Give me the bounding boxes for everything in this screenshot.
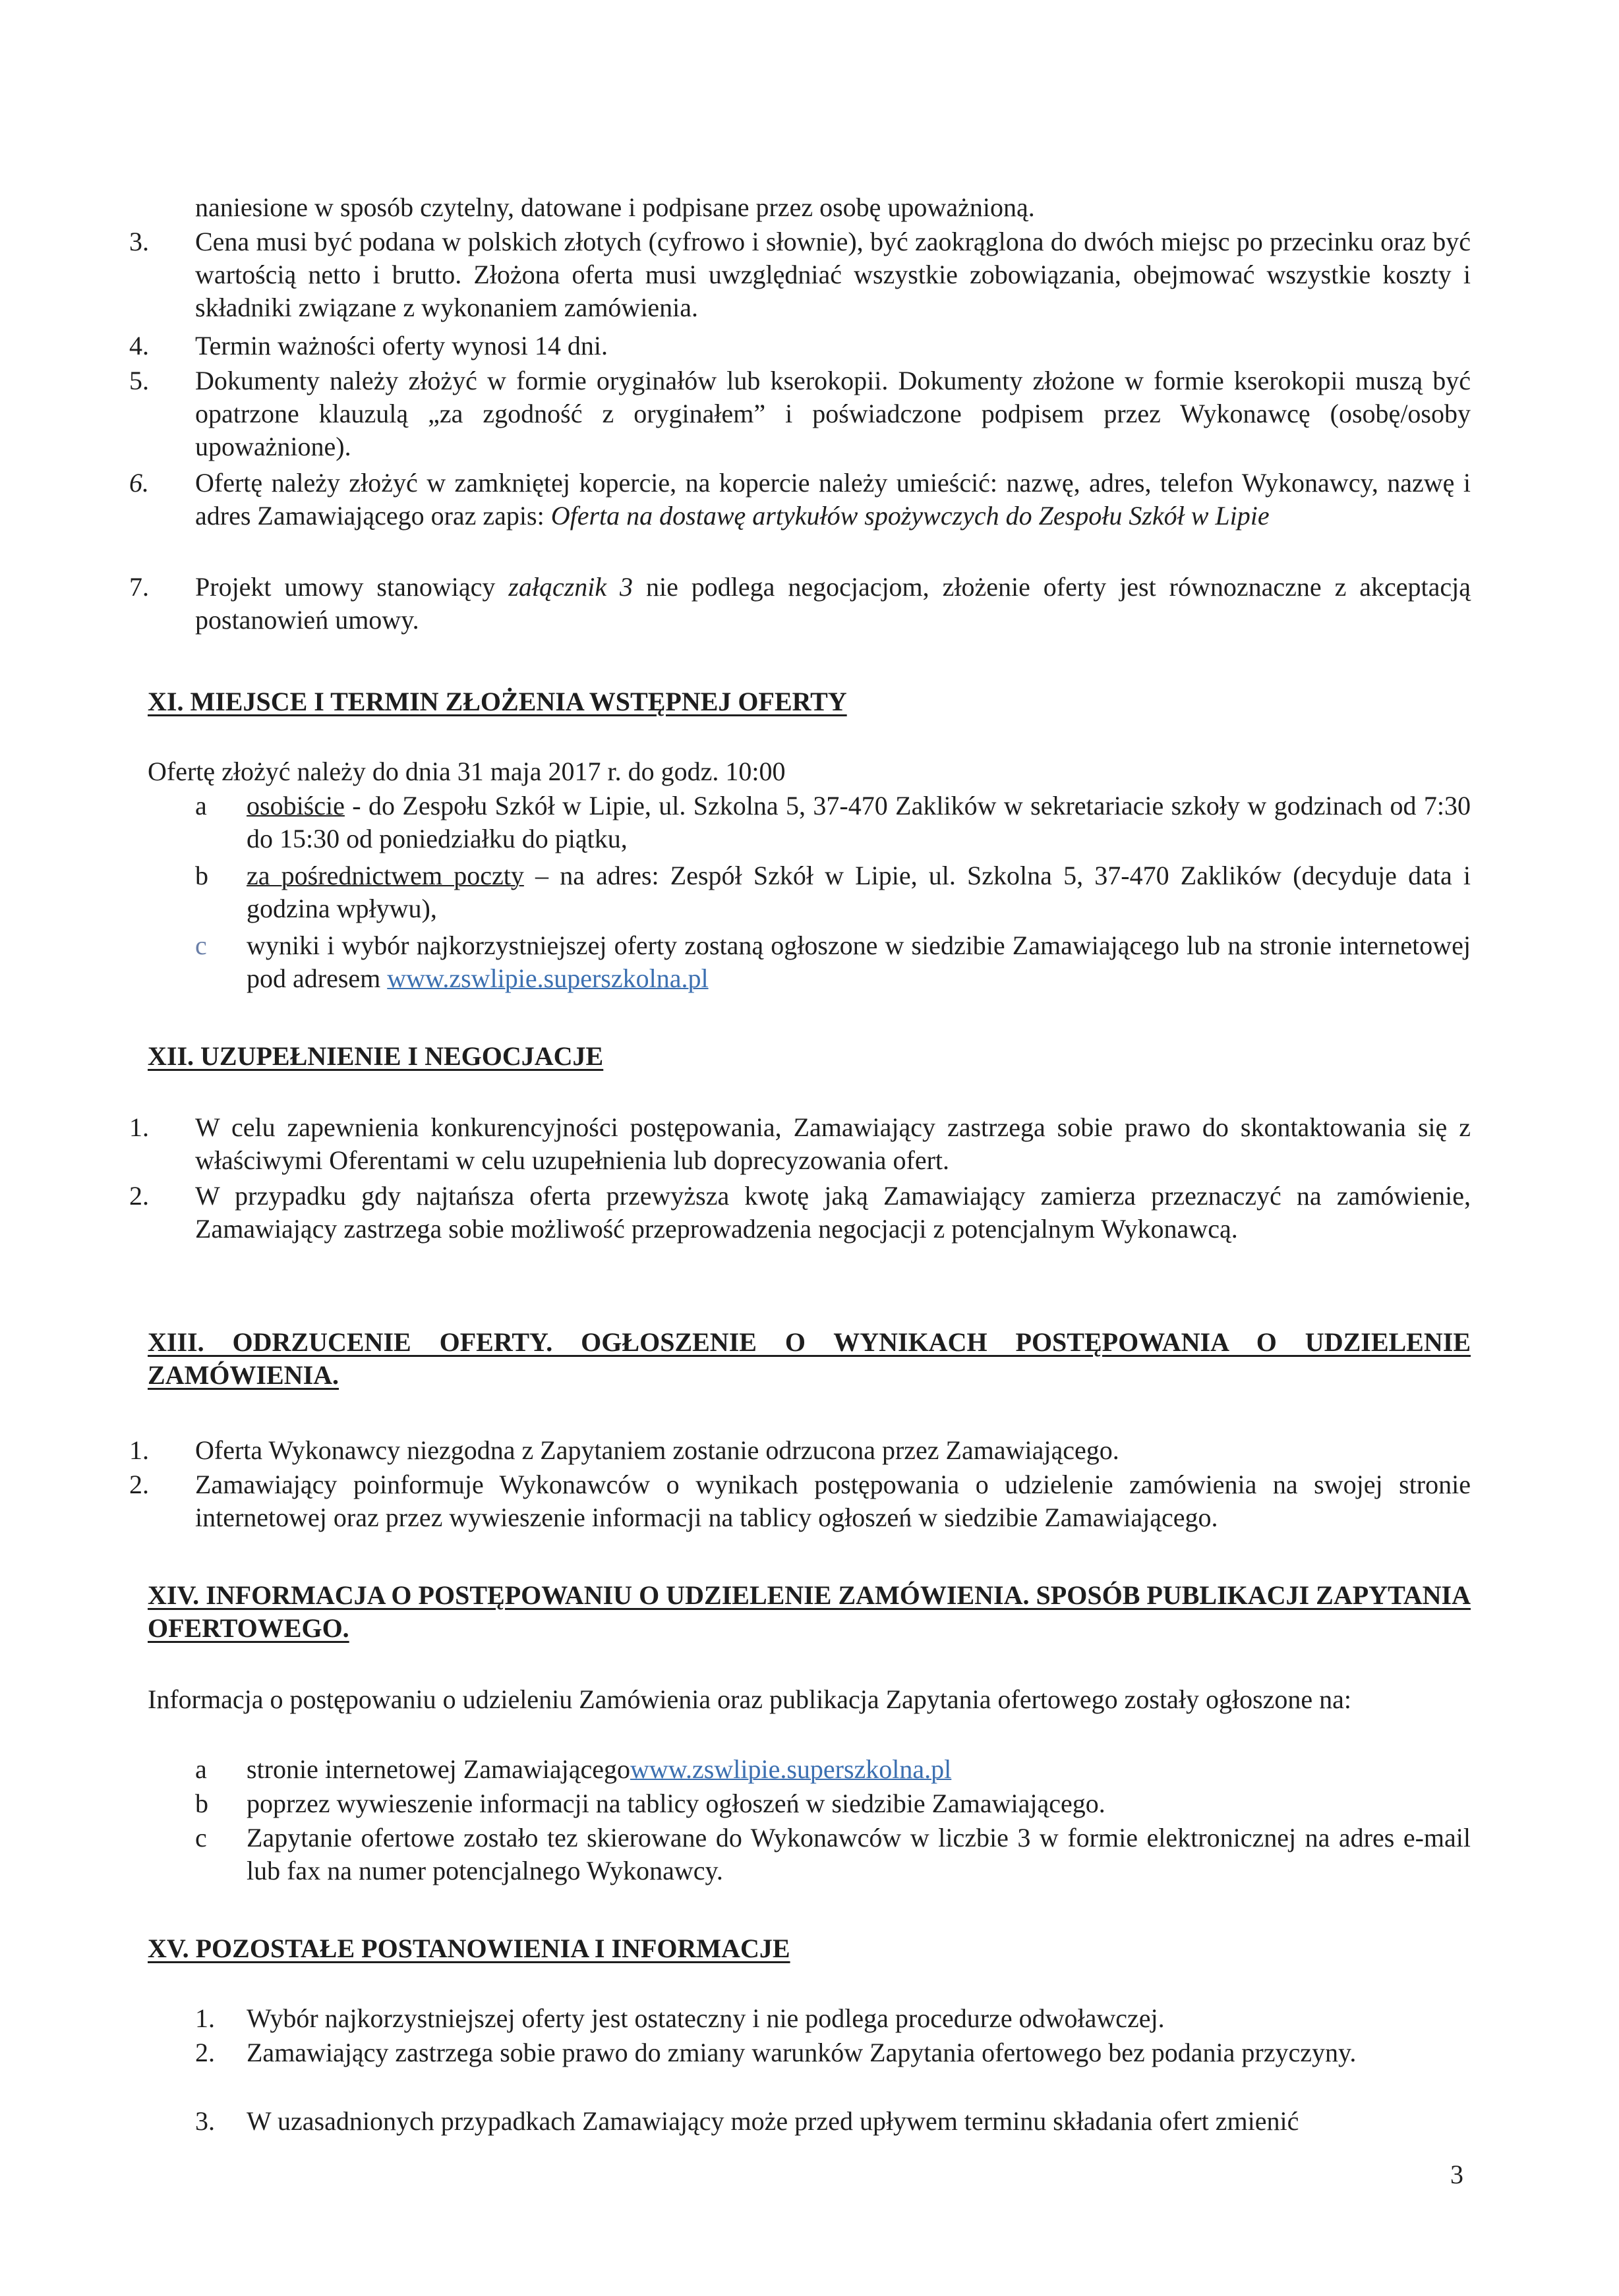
list-text: Dokumenty należy złożyć w formie oryginałów lub kserokopii. Dokumenty złożone w formie kserokopii muszą być opatrzone klauzulą „za zgodność z oryginałem” i poświadczone podpisem przez Wykonawcę (osobę/osoby upoważnione). — [195, 366, 1471, 461]
section-heading-xi: XI. MIEJSCE I TERMIN ZŁOŻENIA WSTĘPNEJ OFERTY — [148, 687, 847, 716]
list-text: W uzasadnionych przypadkach Zamawiający może przed upływem terminu składania ofert zmienić — [247, 2106, 1299, 2136]
section-xiv-intro: Informacja o postępowaniu o udzieleniu Zamówienia oraz publikacja Zapytania ofertowego zostały ogłoszone na: — [148, 1684, 1352, 1714]
section-xiii-item-2 — [129, 1468, 1471, 1537]
section-xiv-item-b — [195, 1787, 1471, 1823]
list-text: Termin ważności oferty wynosi 14 dni. — [195, 331, 608, 360]
section-xiv-item-c — [195, 1822, 1471, 1891]
list-text — [195, 467, 1471, 532]
list-text: Oferta Wykonawcy niezgodna z Zapytaniem zostanie odrzucona przez Zamawiającego. — [195, 1435, 1119, 1465]
list-text — [247, 1753, 1471, 1786]
section-heading-xiv: XIV. INFORMACJA O POSTĘPOWANIU O UDZIELENIE ZAMÓWIENIA. SPOSÓB PUBLIKACJI ZAPYTANIA OFERTOWEGO. — [148, 1580, 1471, 1643]
list-number: 1. — [195, 2003, 215, 2033]
list-text — [195, 571, 1471, 637]
list-number: 7. — [129, 572, 149, 602]
list-number: 6. — [129, 468, 149, 498]
section-xi-item-c — [195, 929, 1471, 998]
list-item-6 — [129, 467, 1471, 569]
section-xiv-item-a — [195, 1753, 1471, 1789]
section-xii-item-2 — [129, 1180, 1471, 1282]
list-text-italic: Oferta na dostawę artykułów spożywczych do Zespołu Szkół w Lipie — [550, 501, 1270, 531]
section-heading-xiii: XIII. ODRZUCENIE OFERTY. OGŁOSZENIE O WYNIKACH POSTĘPOWANIA O UDZIELENIE ZAMÓWIENIA. — [148, 1327, 1471, 1390]
list-letter: a — [195, 791, 207, 820]
website-link[interactable]: www.zswlipie.superszkolna.pl — [630, 1754, 952, 1784]
list-text-underlined: za pośrednictwem poczty — [247, 861, 524, 890]
list-text — [247, 859, 1471, 925]
list-number: 3. — [195, 2106, 215, 2136]
section-xii-item-1 — [129, 1111, 1471, 1180]
list-item-7 — [129, 571, 1471, 640]
list-text-part: Projekt umowy stanowiący — [195, 572, 509, 602]
section-xv-item-2 — [195, 2036, 1471, 2106]
section-xi-item-b — [195, 859, 1471, 929]
list-text: Zamawiający zastrzega sobie prawo do zmiany warunków Zapytania ofertowego bez podania przyczyny. — [247, 2038, 1357, 2067]
list-item-4 — [129, 330, 1471, 366]
page-number: 3 — [1450, 2160, 1463, 2189]
list-item-3 — [129, 225, 1471, 331]
website-link[interactable]: www.zswlipie.superszkolna.pl — [387, 963, 709, 993]
list-text: Zapytanie ofertowe zostało tez skierowane do Wykonawców w liczbie 3 w formie elektronicznej na adres e-mail lub fax na numer potencjalnego Wykonawcy. — [247, 1823, 1471, 1885]
list-number: 5. — [129, 366, 149, 395]
list-text: W przypadku gdy najtańsza oferta przewyższa kwotę jaką Zamawiający zamierza przeznaczyć na zamówienie, Zamawiający zastrzega sobie możliwość przeprowadzenia negocjacji z potencjalnym Wykonawcą. — [195, 1181, 1471, 1244]
list-text-part: Ofertę należy złożyć w zamkniętej kopercie, na kopercie należy umieścić: nazwę, adres, telefon Wykonawcy, nazwę i adres Zamawiającego oraz zapis: — [195, 468, 1471, 531]
list-number: 2. — [195, 2038, 215, 2067]
list-number: 2. — [129, 1181, 149, 1211]
section-xv-item-1 — [195, 2002, 1471, 2038]
section-heading-xii: XII. UZUPEŁNIENIE I NEGOCJACJE — [148, 1041, 604, 1071]
list-text — [247, 789, 1471, 855]
list-text — [247, 929, 1471, 995]
list-number: 3. — [129, 227, 149, 256]
section-xi-intro: Ofertę złożyć należy do dnia 31 maja 2017 r. do godz. 10:00 — [148, 757, 786, 786]
list-text: W celu zapewnienia konkurencyjności postępowania, Zamawiający zastrzega sobie prawo do skontaktowania się z właściwymi Oferentami w celu uzupełnienia lub doprecyzowania ofert. — [195, 1112, 1471, 1175]
list-text-part: stronie internetowej Zamawiającego — [247, 1754, 630, 1784]
list-text: Zamawiający poinformuje Wykonawców o wynikach postępowania o udzielenie zamówienia na swojej stronie internetowej oraz przez wywieszenie informacji na tablicy ogłoszeń w siedzibie Zamawiającego. — [195, 1470, 1471, 1532]
section-xv-item-3 — [195, 2105, 1471, 2141]
list-number: 1. — [129, 1435, 149, 1465]
list-text-underlined: osobiście — [247, 791, 345, 820]
list-text: poprzez wywieszenie informacji na tablicy ogłoszeń w siedzibie Zamawiającego. — [247, 1789, 1105, 1818]
continuation-line: naniesione w sposób czytelny, datowane i podpisane przez osobę upoważnioną. — [195, 192, 1035, 222]
list-text: Wybór najkorzystniejszej oferty jest ostateczny i nie podlega procedurze odwoławczej. — [247, 2003, 1165, 2033]
list-number: 4. — [129, 331, 149, 360]
section-xi-item-a — [195, 789, 1471, 859]
list-letter: b — [195, 861, 208, 890]
list-item-5 — [129, 364, 1471, 467]
list-text-part: - do Zespołu Szkół w Lipie, ul. Szkolna 5, 37-470 Zaklików w sekretariacie szkoły w godzinach od 7:30 do 15:30 od poniedziałku do piątku, — [247, 791, 1471, 853]
list-text-part: – na adres: Zespół Szkół w Lipie, ul. Szkolna 5, 37-470 Zaklików (decyduje data i godzina wpływu), — [247, 861, 1471, 923]
list-number: 2. — [129, 1470, 149, 1499]
list-number: 1. — [129, 1112, 149, 1142]
list-text-italic: załącznik 3 — [508, 572, 633, 602]
list-text: Cena musi być podana w polskich złotych (cyfrowo i słownie), być zaokrąglona do dwóch miejsc po przecinku oraz być wartością netto i brutto. Złożona oferta musi uwzględniać wszystkie zobowiązania, obejmować wszystkie koszty i składniki związane z wykonaniem zamówienia. — [195, 227, 1471, 322]
section-xiii-item-1 — [129, 1434, 1471, 1470]
list-letter: a — [195, 1754, 207, 1784]
list-text-part: wyniki i wybór najkorzystniejszej oferty zostaną ogłoszone w siedzibie Zamawiającego lub na stronie internetowej pod adresem — [247, 931, 1471, 993]
list-letter: c — [195, 1823, 207, 1852]
list-letter: c — [195, 931, 207, 960]
list-text-part: nie podlega negocjacjom, złożenie oferty jest równoznaczne z akceptacją postanowień umowy. — [195, 572, 1471, 635]
list-letter: b — [195, 1789, 208, 1818]
section-heading-xv: XV. POZOSTAŁE POSTANOWIENIA I INFORMACJE — [148, 1934, 790, 1963]
